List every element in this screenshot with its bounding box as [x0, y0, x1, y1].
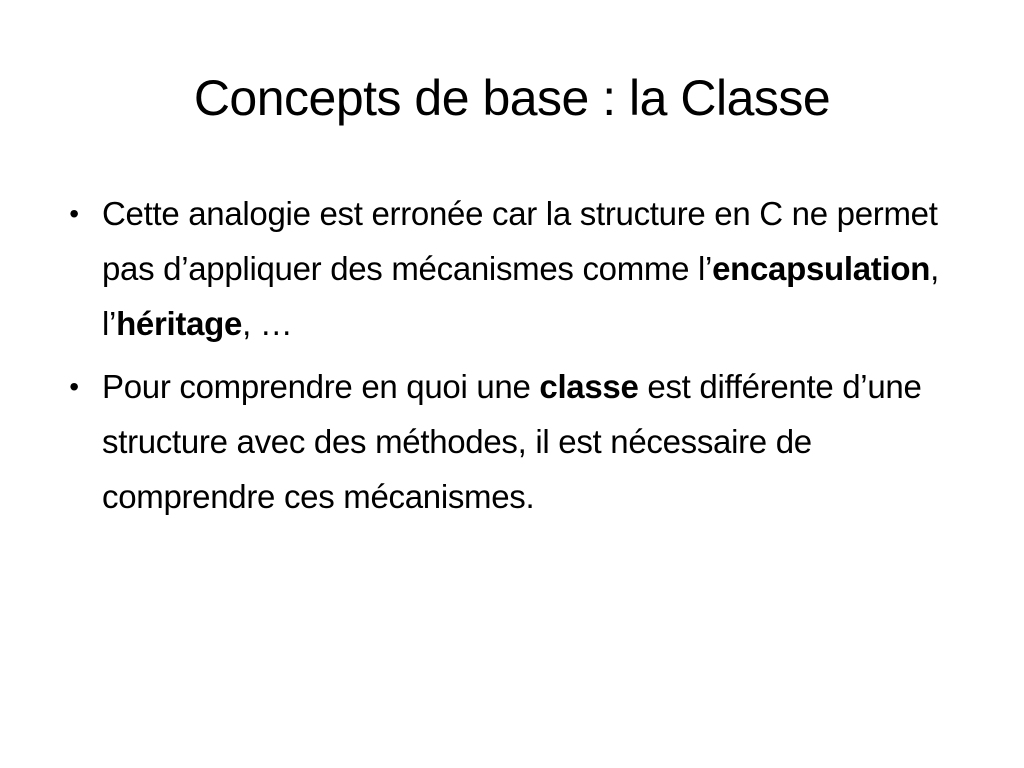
text-segment: , l’ — [102, 250, 939, 342]
bold-term-encapsulation: encapsulation — [712, 250, 931, 287]
slide-title: Concepts de base : la Classe — [193, 70, 831, 126]
text-segment: , … — [242, 305, 293, 342]
text-segment: Cette analogie est erronée car la structure en C ne permet pas d’appliquer des mécanismes comme l’ — [102, 195, 938, 287]
bullet-list — [62, 186, 972, 532]
bullet-icon: • — [69, 198, 79, 229]
bullet-text — [102, 195, 939, 342]
bullet-item — [62, 359, 972, 524]
bullet-icon: • — [69, 371, 79, 402]
text-segment: Pour comprendre en quoi une — [102, 368, 540, 405]
bullet-text — [102, 368, 922, 515]
bullet-item — [62, 186, 972, 351]
bold-term-heritage: héritage — [116, 305, 243, 342]
text-segment: est différente d’une structure avec des méthodes, il est nécessaire de comprendre ces mécanismes. — [102, 368, 922, 515]
bold-term-classe: classe — [539, 368, 639, 405]
